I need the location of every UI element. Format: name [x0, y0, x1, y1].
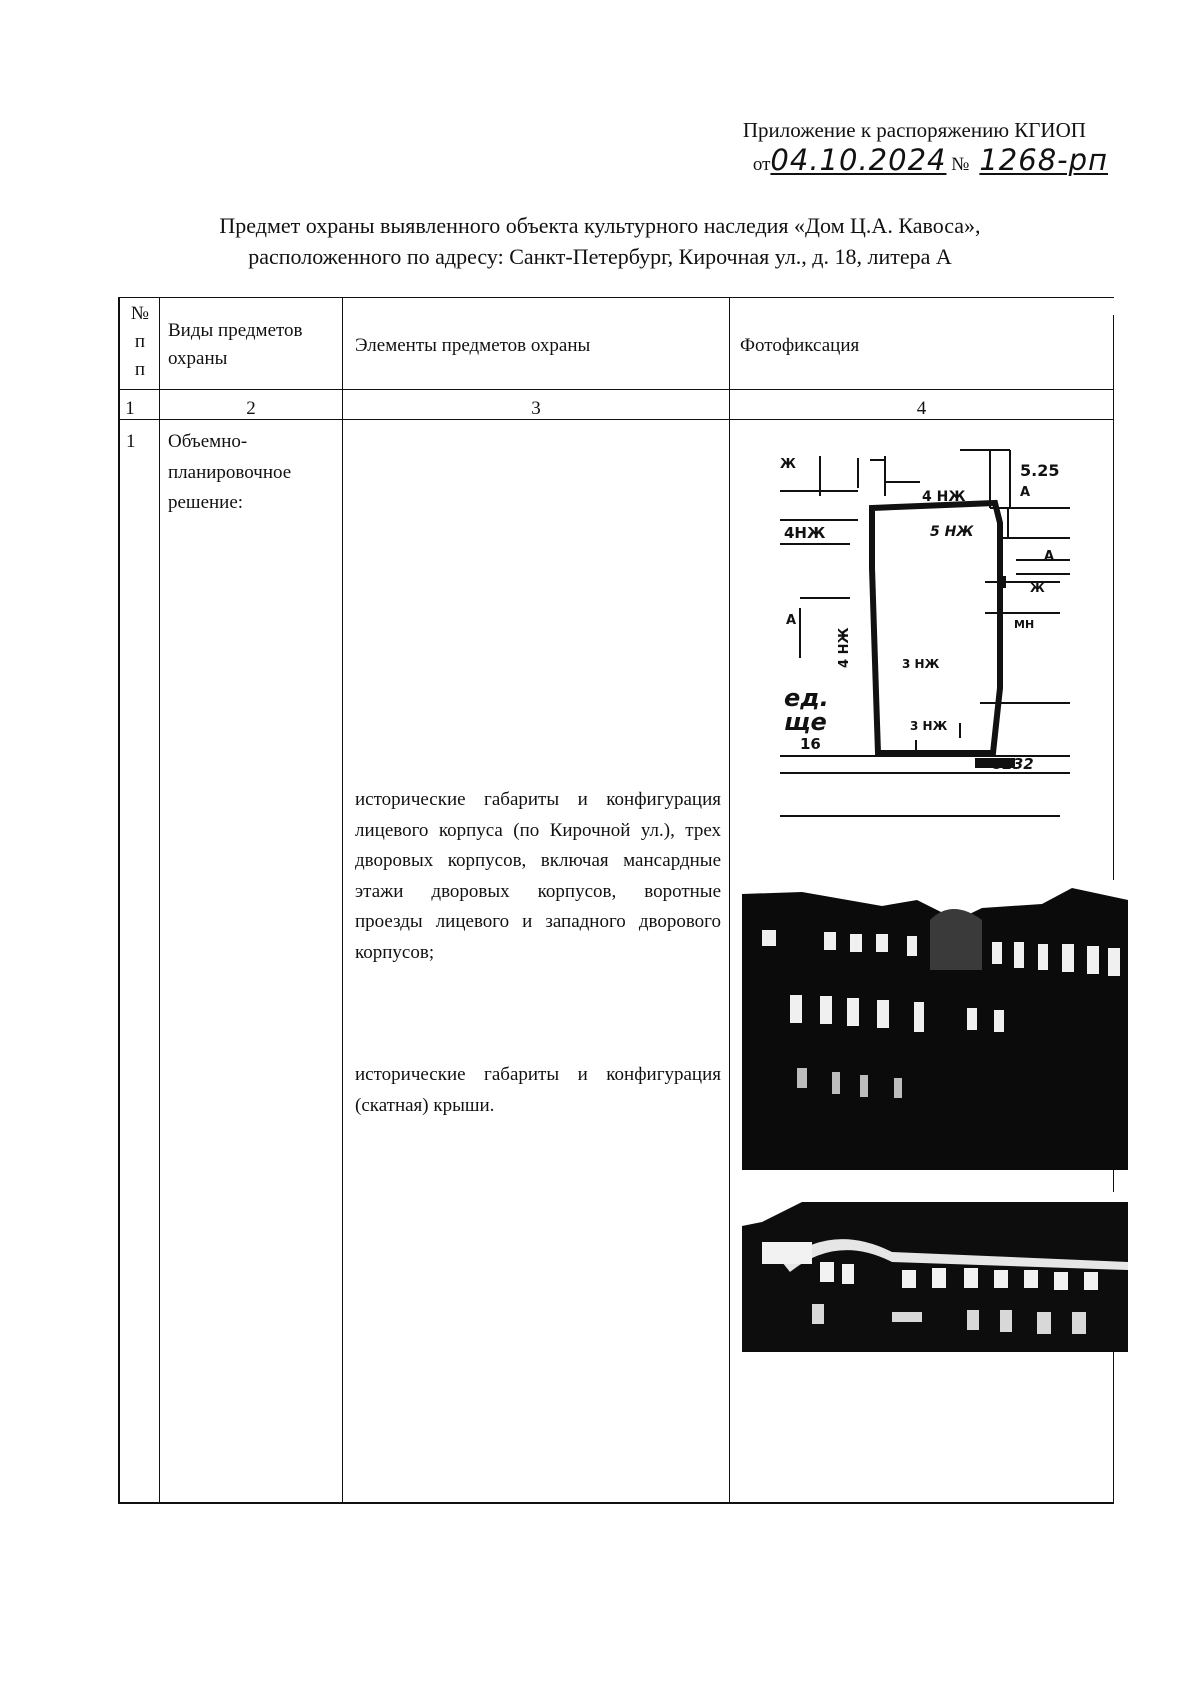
- order-date: 04.10.2024: [770, 143, 947, 177]
- table-bottom-border: [118, 1502, 1114, 1504]
- plan-label-3nzh-lower: 3 НЖ: [910, 719, 948, 733]
- plan-label-zh-2: Ж: [1030, 581, 1045, 595]
- plan-label-4nzh-left: 4НЖ: [784, 524, 826, 542]
- title-line-1: Предмет охраны выявленного объекта культурного наследия «Дом Ц.А. Кавоса»,: [219, 213, 981, 238]
- header-types: Виды предметов охраны: [168, 320, 303, 369]
- colnum-3: 3: [531, 398, 541, 419]
- row-1-number: 1: [126, 431, 136, 452]
- number-label: №: [951, 154, 970, 175]
- row-1-element-1: исторические габариты и конфигурация лицевого корпуса (по Кирочной ул.), трех дворовых корпусов, включая мансардные этажи дворовых корпусов, воротные проезды лицевого и западного дворового корпусов;: [355, 789, 721, 963]
- order-date-line: [753, 143, 1108, 182]
- header-num: [120, 300, 160, 384]
- col-divider-2: [342, 297, 343, 1503]
- header-elements: Элементы предметов охраны: [355, 335, 591, 356]
- col-divider-left: [118, 297, 120, 1503]
- floor-plan-image: [780, 448, 1070, 823]
- plan-label-4nzh-vertical: 4 НЖ: [837, 627, 852, 668]
- row-1-type: Объемно-планировочное решение:: [168, 431, 292, 513]
- entry-mark: [1000, 576, 1006, 588]
- header-photo: Фотофиксация: [740, 335, 860, 356]
- header-num-p2: п: [134, 359, 146, 380]
- plan-label-zh-1: Ж: [780, 457, 796, 472]
- facade-photo-1: [742, 880, 1128, 1170]
- colnum-1: 1: [125, 398, 135, 419]
- order-number: 1268-рп: [979, 143, 1108, 177]
- header-bottom-border: [118, 389, 1114, 390]
- document-title: [0, 210, 1200, 272]
- plan-label-a-3: А: [786, 613, 797, 628]
- plan-label-4nzh-top: 4 НЖ: [922, 489, 966, 505]
- facade-photo-2: [742, 1192, 1128, 1352]
- col-divider-3: [729, 297, 730, 1503]
- colnum-4: 4: [916, 398, 927, 419]
- appendix-header: [743, 117, 1108, 182]
- from-label: от: [752, 154, 771, 175]
- plan-label-3nzh-upper: 3 НЖ: [902, 657, 940, 671]
- colnum-2: 2: [246, 398, 256, 419]
- plan-label-5nzh: 5 НЖ: [930, 524, 974, 540]
- plan-label-height: 5.25: [1020, 461, 1060, 480]
- table-top-border: [118, 297, 1114, 298]
- header-num-symbol: №: [130, 303, 150, 324]
- appendix-title: Приложение к распоряжению КГИОП: [742, 118, 1086, 142]
- plan-label-a-1: А: [1020, 485, 1031, 500]
- title-line-2: расположенного по адресу: Санкт-Петербург, Кирочная ул., д. 18, литера А: [248, 244, 952, 269]
- col-divider-1: [159, 297, 160, 1503]
- plan-label-sche: ще: [784, 708, 827, 736]
- header-num-p1: п: [134, 331, 146, 352]
- plan-label-16: 16: [800, 735, 821, 753]
- plan-label-mn: МН: [1014, 618, 1035, 631]
- plan-label-8232: 8232: [992, 755, 1034, 773]
- row-1-element-2: исторические габариты и конфигурация (скатная) крыши.: [355, 1064, 721, 1116]
- plan-label-ed: ед.: [784, 684, 829, 712]
- building-outline: [872, 503, 1000, 753]
- plan-label-a-2: А: [1044, 549, 1055, 564]
